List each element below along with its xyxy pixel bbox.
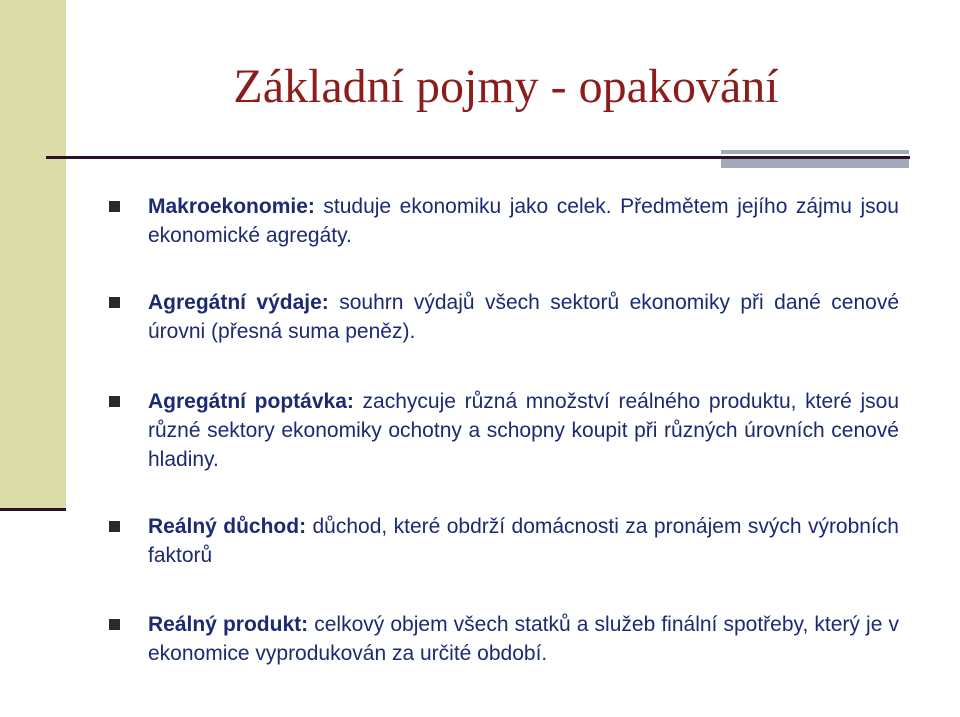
- bullet-term: Reálný produkt:: [148, 613, 309, 636]
- side-bar-underline: [0, 508, 66, 511]
- bullet-text: [148, 610, 899, 668]
- bullet-definition: studuje ekonomiku jako celek. Předmětem jejího zájmu jsou ekonomické agregáty.: [148, 195, 899, 247]
- bullet-text: [148, 512, 899, 570]
- title-accent-rule-top: [721, 150, 909, 154]
- square-bullet-icon: [109, 521, 120, 532]
- bullet-item-agregatni-poptavka: [109, 387, 899, 474]
- title-accent-rule-bottom: [721, 159, 909, 168]
- bullet-term: Makroekonomie:: [148, 195, 315, 218]
- slide-title: Základní pojmy - opakování: [233, 60, 779, 113]
- bullet-text: [148, 192, 899, 250]
- bullet-item-agregatni-vydaje: [109, 288, 899, 346]
- bullet-item-realny-duchod: [109, 512, 899, 570]
- bullet-definition: důchod, které obdrží domácnosti za pronájem svých výrobních faktorů: [148, 515, 899, 567]
- bullet-text: [148, 387, 899, 474]
- square-bullet-icon: [109, 201, 120, 212]
- bullet-term: Agregátní poptávka:: [148, 390, 354, 413]
- bullet-text: [148, 288, 899, 346]
- bullet-definition: zachycuje různá množství reálného produktu, které jsou různé sektory ekonomiky ochotny a schopny koupit při různých úrovních cenové hladiny.: [148, 390, 900, 471]
- bullet-item-realny-produkt: [109, 610, 899, 668]
- bullet-term: Agregátní výdaje:: [148, 291, 329, 314]
- bullet-item-makroekonomie: [109, 192, 899, 250]
- square-bullet-icon: [109, 619, 120, 630]
- bullet-term: Reálný důchod:: [148, 515, 307, 538]
- bullet-definition: souhrn výdajů všech sektorů ekonomiky při dané cenové úrovni (přesná suma peněz).: [148, 291, 899, 343]
- square-bullet-icon: [109, 297, 120, 308]
- bullet-definition: celkový objem všech statků a služeb finální spotřeby, který je v ekonomice vyprodukován za určité období.: [148, 613, 899, 665]
- square-bullet-icon: [109, 396, 120, 407]
